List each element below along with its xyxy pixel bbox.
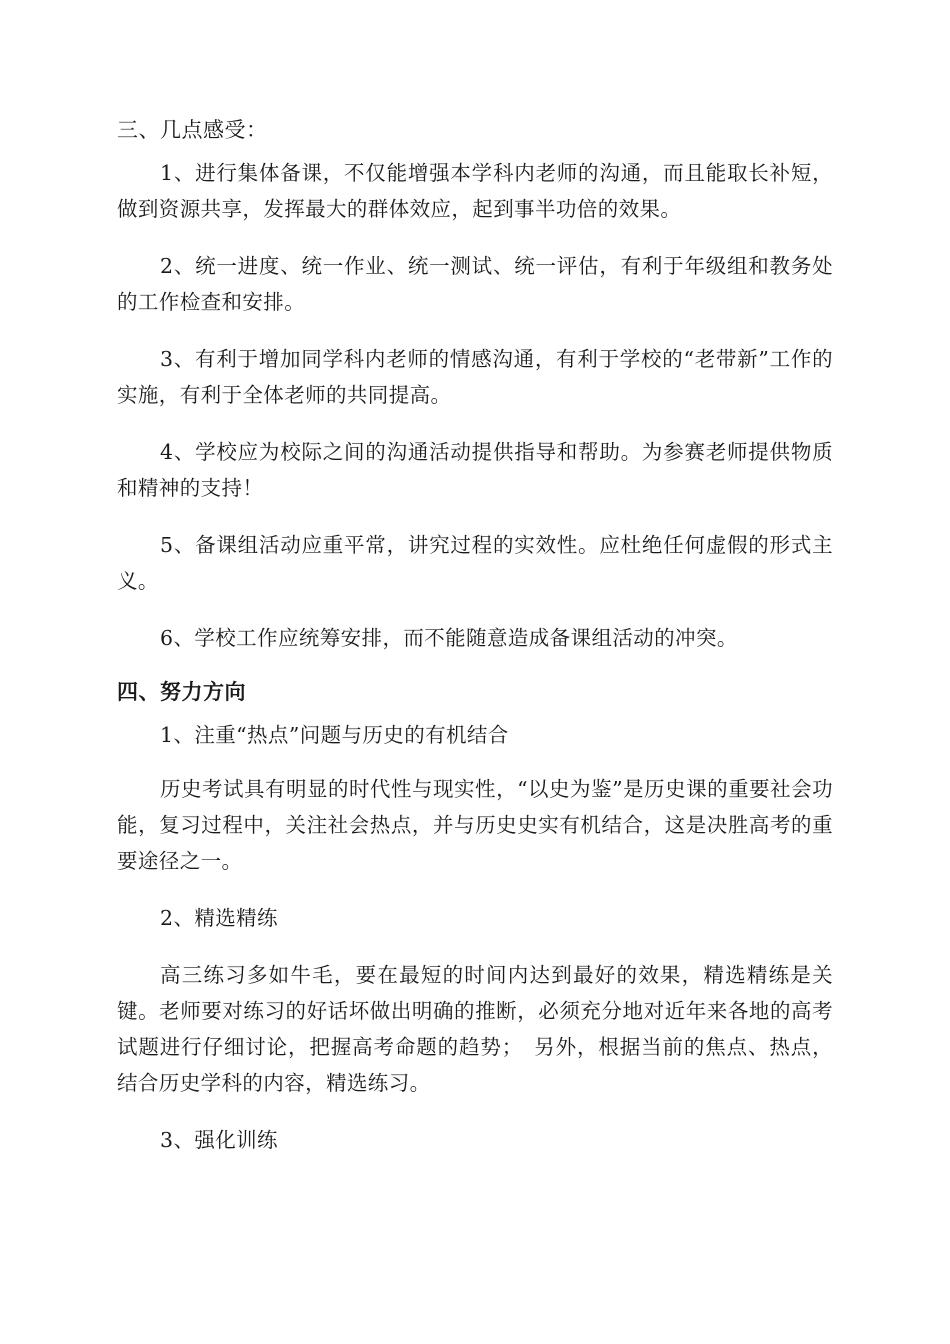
subheading-select-practice: 2、精选精练 [160, 906, 278, 930]
paragraph-feeling-1: 1、进行集体备课，不仅能增强本学科内老师的沟通，而且能取长补短，做到资源共享，发挥最大的群体效应，起到事半功倍的效果。 [117, 161, 833, 221]
paragraph-select-practice: 高三练习多如牛毛，要在最短的时间内达到最好的效果，精选精练是关键。老师要对练习的好话坏做出明确的推断，必须充分地对近年来各地的高考试题进行仔细讨论，把握高考命题的趋势； 另外，根据当前的焦点、热点，结合历史学科的内容，精选练习。 [117, 963, 833, 1095]
subheading-intensive-training: 3、强化训练 [160, 1128, 278, 1152]
paragraph-feeling-5: 5、备课组活动应重平常，讲究过程的实效性。应杜绝任何虚假的形式主义。 [117, 533, 833, 593]
paragraph-hotspot: 历史考试具有明显的时代性与现实性，“以史为鉴”是历史课的重要社会功能，复习过程中，关注社会热点，并与历史史实有机结合，这是决胜高考的重要途径之一。 [117, 777, 833, 873]
paragraph-feeling-6: 6、学校工作应统筹安排，而不能随意造成备课组活动的冲突。 [160, 626, 738, 650]
paragraph-feeling-2: 2、统一进度、统一作业、统一测试、统一评估，有利于年级组和教务处的工作检查和安排。 [117, 254, 833, 314]
section-heading-direction: 四、努力方向 [117, 680, 246, 704]
paragraph-feeling-4: 4、学校应为校际之间的沟通活动提供指导和帮助。为参赛老师提供物质和精神的支持！ [117, 440, 833, 500]
section-heading-feelings: 三、几点感受： [117, 118, 268, 142]
document-body [117, 112, 833, 1179]
paragraph-feeling-3: 3、有利于增加同学科内老师的情感沟通，有利于学校的“老带新”工作的实施，有利于全体老师的共同提高。 [117, 347, 833, 407]
subheading-hotspot: 1、注重“热点”问题与历史的有机结合 [160, 723, 509, 747]
